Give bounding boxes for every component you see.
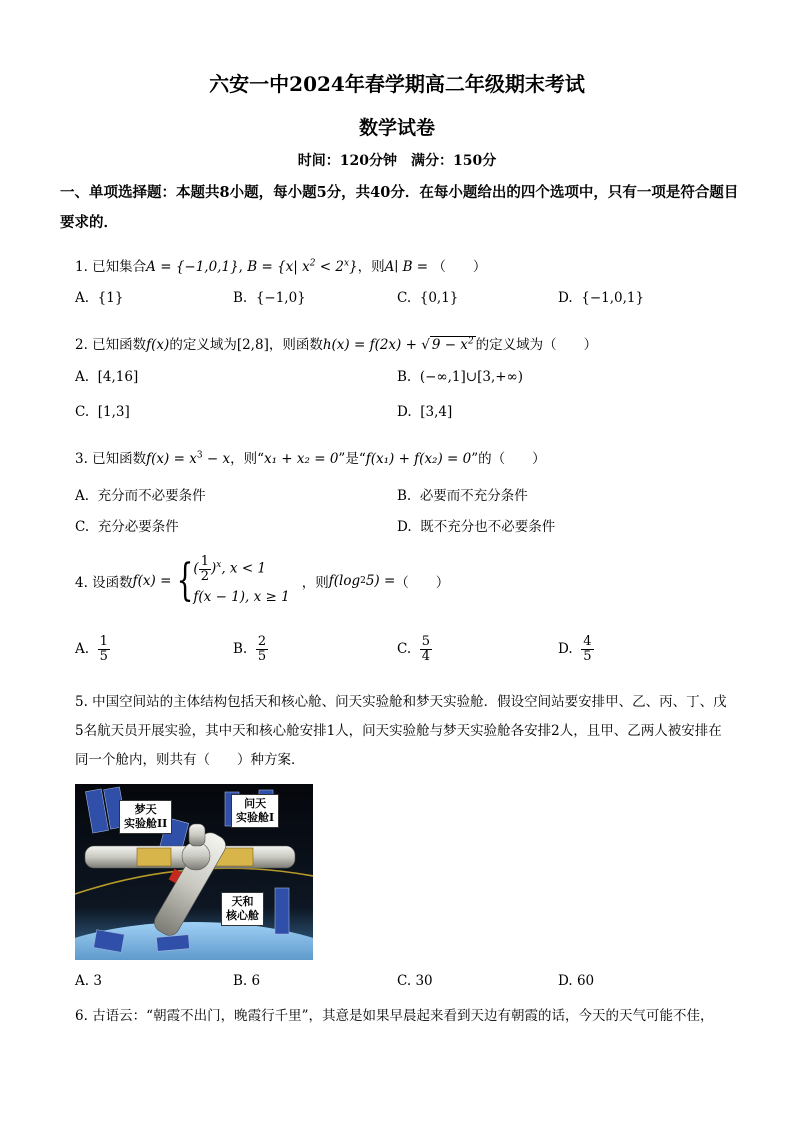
q4-option-a: A. $\frac{1}{5}$	[75, 634, 108, 664]
q1-option-b: B. {−1,0}	[233, 290, 306, 306]
q4-option-d: D. $\frac{4}{5}$	[558, 634, 592, 664]
q5-option-a: A. 3	[75, 973, 102, 989]
q1-expr: A∣ B	[384, 259, 413, 275]
section-heading: 一、单项选择题：本题共8小题，每小题5分，共40分．在每小题给出的四个选项中，只有一项是符合题目要求的．	[60, 184, 739, 231]
question-4: 4. 设函数 f(x) = { ( $\frac{1}{2}$ )$^x$, x < 1 f(x − 1), x ≥ 1 ，则 f(log 2 5) = （ ）	[75, 550, 449, 612]
q5-option-d: D. 60	[558, 973, 595, 989]
question-6: 6. 古语云：“朝霞不出门，晚霞行千里”，其意是如果早晨起来看到天边有朝霞的话，今天的天气可能不佳，	[75, 1008, 714, 1024]
q2-option-d: D. [3,4]	[397, 404, 453, 420]
q2-option-a: A. [4,16]	[75, 369, 139, 385]
q2-option-b: B. (−∞,1]∪[3,+∞)	[397, 369, 524, 385]
question-3: 3. 已知函数$f(x) = x^3 - x$，则“x₁ + x₂ = 0”是“f(x₁) + f(x₂) = 0”的（ ）	[75, 450, 546, 467]
q3-option-b: B. 必要而不充分条件	[397, 488, 528, 504]
q1-option-a: A. {1}	[75, 290, 124, 306]
q2-option-c: C. [1,3]	[75, 404, 130, 420]
q3-option-a: A. 充分而不必要条件	[75, 488, 206, 504]
exam-time-info: 时间：120分钟 满分：150分	[297, 153, 497, 169]
exam-title: 六安一中2024年春学期高二年级期末考试	[209, 72, 585, 96]
q4-cases: ( $\frac{1}{2}$ )$^x$, x < 1 f(x − 1), x ≥ 1	[193, 554, 290, 605]
q4-option-c: C. $\frac{5}{4}$	[397, 634, 431, 664]
q1-set-b: B = {x| $x^2 < 2^x$}	[247, 258, 358, 275]
q1-set-a: A = {−1,0,1}	[146, 259, 239, 275]
q1-option-c: C. {0,1}	[397, 290, 459, 306]
q3-option-c: C. 充分必要条件	[75, 519, 179, 535]
q4-brace: {	[177, 555, 194, 606]
q1-prefix: 1. 已知集合	[75, 259, 147, 275]
question-5: 5. 中国空间站的主体结构包括天和核心舱、问天实验舱和梦天实验舱．假设空间站要安排甲、乙、丙、丁、戊5名航天员开展实验，其中天和核心舱安排1人，问天实验舱与梦天实验舱各安排2人，且甲、乙两人被安排在同一个舱内，则共有（ ）种方案．	[75, 694, 727, 768]
q2-sqrt: $9 - x^2$	[431, 336, 474, 353]
q4-option-b: B. $\frac{2}{5}$	[233, 634, 267, 664]
space-station-figure	[75, 784, 313, 960]
question-2: 2. 已知函数f(x)的定义域为[2,8]，则函数h(x) = f(2x) + √ $9 - x^2$ 的定义域为（ ）	[75, 336, 598, 353]
q5-option-b: B. 6	[233, 973, 261, 989]
label-wentian: 问天 实验舱I	[231, 794, 279, 828]
exam-subtitle: 数学试卷	[358, 117, 435, 139]
question-1: 1. 已知集合A = {−1,0,1}, B = {x| $x^2 < 2^x$}，则A∣ B = （ ）	[75, 258, 487, 275]
q5-option-c: C. 30	[397, 973, 433, 989]
q1-eq: = （ ）	[412, 259, 487, 275]
label-mengtian: 梦天 实验舱II	[119, 800, 172, 834]
label-tianhe: 天和 核心舱	[221, 892, 264, 926]
q3-option-d: D. 既不充分也不必要条件	[397, 519, 556, 535]
q1-suffix: ，则	[357, 259, 385, 275]
q1-option-d: D. {−1,0,1}	[558, 290, 645, 306]
